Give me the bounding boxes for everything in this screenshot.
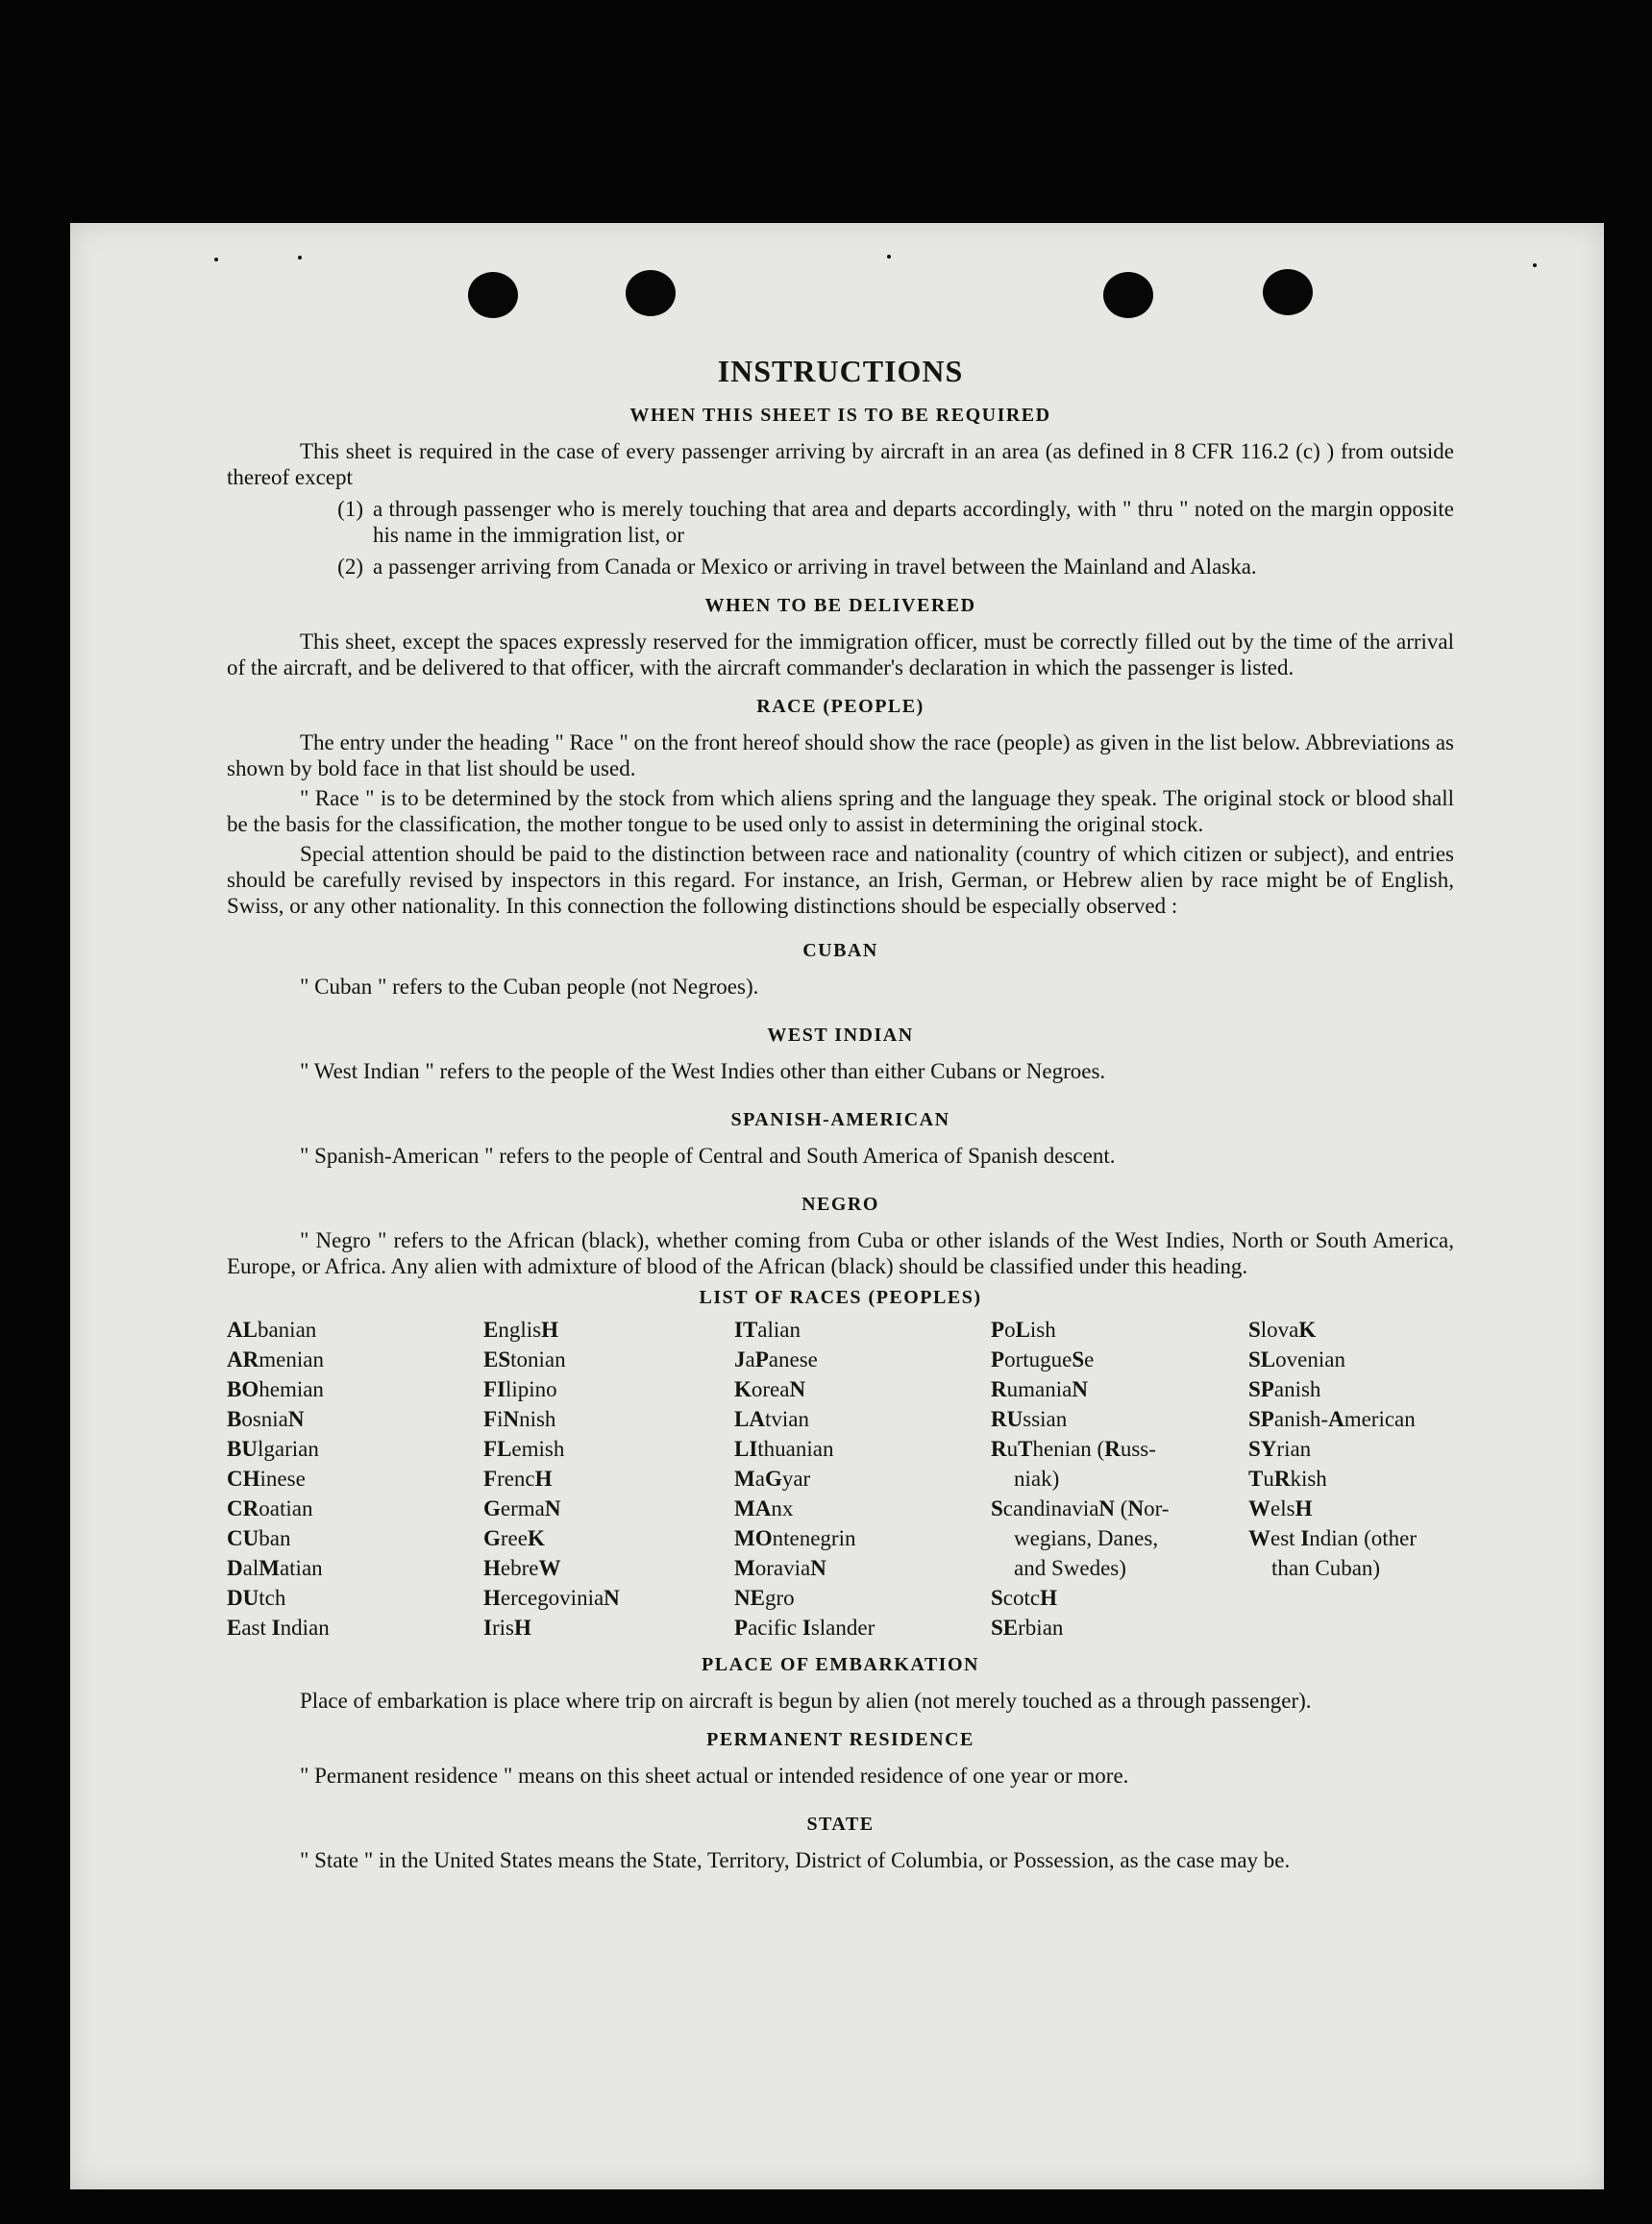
race-item: SPanish-American xyxy=(1248,1407,1416,1431)
heading-negro: NEGRO xyxy=(801,1194,879,1215)
race-item: ScotcH xyxy=(991,1586,1057,1610)
exception-number: (2) xyxy=(337,555,363,579)
negro-text: " Negro " refers to the African (black), whether coming from Cuba or other islands of the West Indies, North or South America, Europe, or Africa. Any alien with admixture of blood of the African (black) should be classified under this heading. xyxy=(227,1228,1454,1278)
race-item: ARmenian xyxy=(227,1347,324,1371)
race-item: FIlipino xyxy=(483,1377,557,1401)
heading-cuban: CUBAN xyxy=(802,940,878,961)
race-item: EStonian xyxy=(483,1347,566,1371)
race-item: MOntenegrin xyxy=(734,1526,856,1550)
heading-spanish-american: SPANISH-AMERICAN xyxy=(730,1109,950,1130)
race-item: HebreW xyxy=(483,1556,561,1580)
race-item: FrencH xyxy=(483,1467,553,1491)
heading-race: RACE (PEOPLE) xyxy=(756,696,925,717)
instructions-content xyxy=(227,354,1454,1873)
permanent-residence-text: " Permanent residence " means on this sheet actual or intended residence of one year or more. xyxy=(300,1764,1129,1788)
races-column xyxy=(483,1315,734,1643)
race-item: WelsH xyxy=(1248,1496,1313,1520)
race-item: BosniaN xyxy=(227,1407,305,1431)
race-item: DalMatian xyxy=(227,1556,323,1580)
races-list xyxy=(227,1315,1454,1643)
race-item: BUlgarian xyxy=(227,1437,319,1461)
race-paragraph-3: Special attention should be paid to the distinction between race and nationality (country of which citizen or subject), and entries should be carefully revised by inspectors in this regard. For instance, an Irish, German, or Hebrew alien by race might be of English, Swiss, or any other nationality. In this connection the following distinctions should be especially observed : xyxy=(227,842,1454,918)
punch-hole xyxy=(626,270,676,316)
spanish-american-text: " Spanish-American " refers to the people of Central and South America of Spanish descent. xyxy=(300,1144,1116,1168)
exception-text: a through passenger who is merely touching that area and departs accordingly, with " thru " noted on the margin opposite his name in the immigration list, or xyxy=(373,497,1454,547)
race-item: NEgro xyxy=(734,1586,795,1610)
exception-number: (1) xyxy=(337,497,363,521)
race-item: RUssian xyxy=(991,1407,1068,1431)
page-title: INSTRUCTIONS xyxy=(717,354,964,388)
race-item: FLemish xyxy=(483,1437,565,1461)
races-column xyxy=(1248,1315,1454,1643)
race-item: MaGyar xyxy=(734,1467,811,1491)
race-item: MAnx xyxy=(734,1496,794,1520)
race-item: ScandinaviaN (Nor- xyxy=(991,1496,1170,1520)
exception-text: a passenger arriving from Canada or Mexico or arriving in travel between the Mainland and Alaska. xyxy=(373,555,1257,579)
heading-permanent-residence: PERMANENT RESIDENCE xyxy=(706,1729,974,1750)
heading-list-of-races: LIST OF RACES (PEOPLES) xyxy=(699,1287,982,1308)
race-paragraph-2: " Race " is to be determined by the stock from which aliens spring and the language they speak. The original stock or blood shall be the basis for the classification, the mother tongue to be used only to assist in determining the original stock. xyxy=(227,786,1454,836)
when-required-intro: This sheet is required in the case of every passenger arriving by aircraft in an area (as defined in 8 CFR 116.2 (c) ) from outside thereof except xyxy=(227,439,1454,489)
race-item: LAtvian xyxy=(734,1407,809,1431)
document-sheet xyxy=(70,223,1604,2189)
speck xyxy=(298,256,302,259)
race-item: SLovenian xyxy=(1248,1347,1345,1371)
when-delivered-text: This sheet, except the spaces expressly reserved for the immigration officer, must be correctly filled out by the time of the arrival of the aircraft, and be delivered to that officer, with the aircraft commander's declaration in which the passenger is listed. xyxy=(227,630,1454,680)
races-column xyxy=(991,1315,1248,1643)
race-item: West Indian (other xyxy=(1248,1526,1418,1550)
race-item: JaPanese xyxy=(734,1347,818,1371)
punch-hole xyxy=(1263,269,1313,315)
embarkation-text: Place of embarkation is place where trip on aircraft is begun by alien (not merely touched as a through passenger). xyxy=(300,1689,1312,1713)
race-item: East Indian xyxy=(227,1616,330,1640)
punch-hole xyxy=(468,272,518,318)
race-item: IrisH xyxy=(483,1616,531,1640)
race-item: DUtch xyxy=(227,1586,286,1610)
race-item: ALbanian xyxy=(227,1318,317,1342)
race-item: CUban xyxy=(227,1526,291,1550)
race-paragraph-1: The entry under the heading " Race " on the front hereof should show the race (people) as given in the list below. Abbreviations as shown by bold face in that list should be used. xyxy=(227,730,1454,780)
races-column xyxy=(227,1315,483,1643)
race-item-continued: niak) xyxy=(1014,1467,1060,1491)
race-item: SPanish xyxy=(1248,1377,1321,1401)
race-item: GermaN xyxy=(483,1496,561,1520)
exception-item xyxy=(227,554,1454,580)
race-item: SlovaK xyxy=(1248,1318,1317,1342)
heading-when-delivered: WHEN TO BE DELIVERED xyxy=(704,595,976,616)
exception-item xyxy=(227,496,1454,548)
speck xyxy=(887,255,891,259)
race-item: BOhemian xyxy=(227,1377,324,1401)
race-item: PortugueSe xyxy=(991,1347,1095,1371)
race-item: EnglisH xyxy=(483,1318,558,1342)
punch-hole xyxy=(1103,272,1153,318)
race-item: RuThenian (Russ- xyxy=(991,1437,1156,1461)
heading-when-required: WHEN THIS SHEET IS TO BE REQUIRED xyxy=(629,405,1051,426)
race-item: GreeK xyxy=(483,1526,545,1550)
race-item: HercegoviniaN xyxy=(483,1586,620,1610)
race-item: PoLish xyxy=(991,1318,1056,1342)
cuban-text: " Cuban " refers to the Cuban people (not Negroes). xyxy=(300,975,759,999)
races-column xyxy=(734,1315,991,1643)
race-item: CHinese xyxy=(227,1467,306,1491)
race-item: RumaniaN xyxy=(991,1377,1088,1401)
race-item: CRoatian xyxy=(227,1496,313,1520)
race-item: LIthuanian xyxy=(734,1437,834,1461)
speck xyxy=(214,258,218,261)
race-item: TuRkish xyxy=(1248,1467,1327,1491)
race-item: FiNnish xyxy=(483,1407,556,1431)
heading-embarkation: PLACE OF EMBARKATION xyxy=(702,1654,979,1675)
heading-state: STATE xyxy=(806,1814,875,1835)
state-text: " State " in the United States means the State, Territory, District of Columbia, or Possession, as the case may be. xyxy=(300,1848,1291,1872)
speck xyxy=(1533,263,1537,267)
west-indian-text: " West Indian " refers to the people of the West Indies other than either Cubans or Negroes. xyxy=(300,1059,1106,1083)
race-item-continued: wegians, Danes, xyxy=(1014,1526,1159,1550)
race-item: SErbian xyxy=(991,1616,1064,1640)
race-item: MoraviaN xyxy=(734,1556,826,1580)
heading-west-indian: WEST INDIAN xyxy=(767,1025,914,1046)
race-item: ITalian xyxy=(734,1318,801,1342)
race-item-continued: and Swedes) xyxy=(1014,1556,1126,1580)
race-item: KoreaN xyxy=(734,1377,806,1401)
race-item: Pacific Islander xyxy=(734,1616,875,1640)
race-item: SYrian xyxy=(1248,1437,1312,1461)
race-item-continued: than Cuban) xyxy=(1271,1556,1381,1580)
